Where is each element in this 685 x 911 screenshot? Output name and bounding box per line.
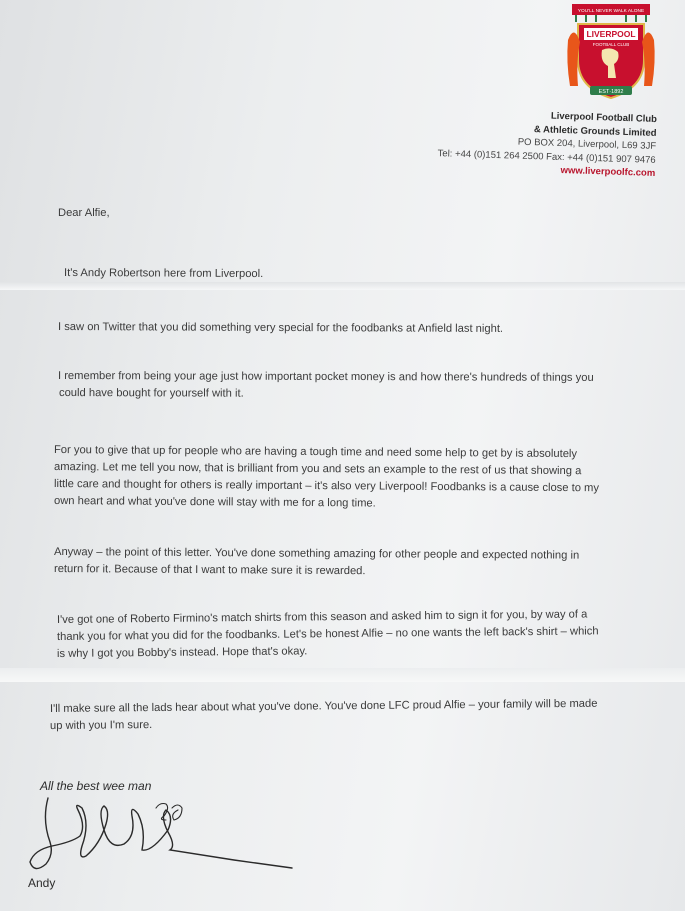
letter-line: amazing. Let me tell you now, that is brilliant from you and sets an example to the rest of us that showing a xyxy=(53,461,582,478)
signature-icon xyxy=(20,780,310,880)
letter-line: up with you I'm sure. xyxy=(49,719,153,732)
crest-name-text: LIVERPOOL xyxy=(586,29,636,39)
crest-est-text: EST·1892 xyxy=(598,89,624,95)
letter-line: thank you for what you did for the foodbanks. Let's be honest Alfie – no one wants the left back's shirt – which xyxy=(56,625,599,643)
letter-line: return for it. Because of that I want to make sure it is rewarded. xyxy=(53,563,366,578)
letter-line: I've got one of Roberto Firmino's match shirts from this season and asked him to sign it for you, by way of a xyxy=(56,608,588,626)
handwritten-signature xyxy=(20,780,310,880)
closing-text: All the best wee man xyxy=(40,779,152,793)
letter-line: I remember from being your age just how important pocket money is and how there's hundreds of things you xyxy=(57,370,594,384)
letter-line: is why I got you Bobby's instead. Hope that's okay. xyxy=(56,645,308,660)
letter-line: I'll make sure all the lads hear about what you've done. You've done LFC proud Alfie – your family will be made xyxy=(49,697,598,715)
signature-number xyxy=(156,804,182,821)
crest-banner-text: YOU'LL NEVER WALK ALONE xyxy=(577,9,645,14)
signoff-name: Andy xyxy=(28,876,56,890)
letter-line: For you to give that up for people who are having a tough time and need some help to get by is absolutely xyxy=(53,444,578,461)
letter-line: It's Andy Robertson here from Liverpool. xyxy=(63,267,264,281)
club-phone-fax: Tel: +44 (0)151 264 2500 Fax: +44 (0)151 907 9476 xyxy=(437,147,656,166)
letter-line: I saw on Twitter that you did something very special for the foodbanks at Anfield last night. xyxy=(57,321,504,335)
letter-line: little care and thought for others is really important – it's also very Liverpool! Foodbanks is a cause close to my xyxy=(53,478,600,495)
crest-sub-text: FOOTBALL CLUB xyxy=(592,42,630,47)
club-postal-address: PO BOX 204, Liverpool, L69 3JF xyxy=(517,136,657,152)
letter-line: Anyway – the point of this letter. You've done something amazing for other people and expected nothing in xyxy=(53,546,580,562)
signature-stroke xyxy=(30,798,292,869)
club-company: & Athletic Grounds Limited xyxy=(533,123,657,139)
letter-line: could have bought for yourself with it. xyxy=(58,387,244,400)
club-website: www.liverpoolfc.com xyxy=(560,164,656,179)
greeting: Dear Alfie, xyxy=(58,207,110,219)
letter-line: own heart and what you've done will stay with me for a long time. xyxy=(53,495,376,510)
club-name: Liverpool Football Club xyxy=(550,110,657,125)
